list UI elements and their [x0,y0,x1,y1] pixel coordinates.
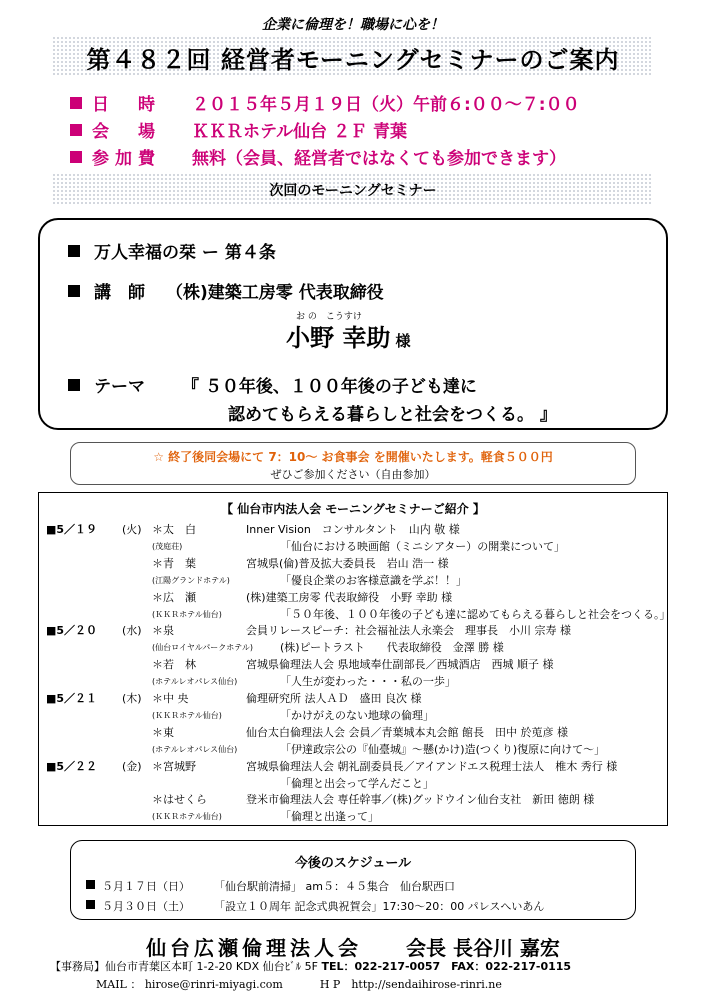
schedule-description: 「人生が変わった・・・私の一歩」 [280,675,456,689]
schedule-row [46,555,661,571]
schedule-venue: (ホテルレオパレス仙台) [152,677,238,687]
footer-hp[interactable]: H P http://sendaihirose-rinri.ne [319,978,502,991]
footer-contact-line [96,976,502,992]
square-bullet-icon [68,285,80,297]
info-label: 日 時 [92,95,161,115]
info-label: 会 場 [92,122,161,142]
future-item-date: ５月３０日（土） [102,900,190,913]
square-bullet-icon [86,880,95,889]
schedule-date: ■5／２２ [46,759,98,773]
schedule-description: 「倫理と出逢って」 [280,810,379,824]
info-label: 参加費 [92,149,161,169]
schedule-row [46,538,661,554]
square-bullet-icon [70,97,82,109]
theme-text-1: 『 ５０年後、１００年後の子ども達に [182,377,477,397]
lecturer-line [68,278,384,303]
schedule-row [46,791,661,807]
schedule-branch: ＊若 林 [152,658,196,672]
footer-office-line [50,958,571,974]
schedule-branch: ＊中 央 [152,692,189,705]
schedule-venue: (茂庭荘) [152,541,183,551]
schedule-weekday: (金) [122,759,142,773]
schedule-description: 登米市倫理法人会 専任幹事／(株)グッドウイン仙台支社 新田 徳朗 様 [246,793,595,807]
schedule-row [46,606,671,622]
schedule-row [46,741,661,757]
footer-org: 仙台広瀬倫理法人会 [146,936,363,960]
schedule-description: 宮城県倫理法人会 朝礼副委員長／アイアンドエス税理士法人 椎木 秀行 様 [246,759,618,773]
future-item [86,898,626,914]
square-bullet-icon [70,151,82,163]
schedule-row [46,808,661,824]
theme-text-2: 認めてもらえる暮らしと社会をつくる。 』 [228,405,557,425]
future-item [86,878,626,894]
schedule-row [46,775,661,791]
future-item-date: ５月１７日（日） [102,880,190,893]
footer-mail[interactable]: MAIL ： hirose@rinri-miyagi.com [96,978,283,991]
schedule-branch: ＊広 瀬 [152,590,196,604]
schedule-weekday: (火) [122,523,142,536]
square-bullet-icon [86,900,95,909]
info-datetime [70,90,580,115]
slogan: 企業に倫理を！職場に心を！ [262,17,444,33]
schedule-row [46,724,661,740]
future-schedule-heading: 今後のスケジュール [294,856,412,871]
footer-org-line [0,932,706,961]
schedule-branch: ＊はせくら [152,793,207,807]
schedule-row [46,656,661,672]
lecturer-org: （株)建築工房零 代表取締役 [166,283,384,303]
next-seminar-heading: 次回のモーニングセミナー [269,183,437,199]
schedule-date: ■5／１９ [46,523,98,536]
schedule-branch: ＊東 [152,725,174,739]
schedule-branch: ＊太 白 [152,523,196,536]
schedule-description: 「５０年後、１００年後の子ども達に認めてもらえる暮らしと社会をつくる。」 [280,607,671,621]
book-title: 万人幸福の栞 ー 第４条 [94,243,276,263]
footer-tel-fax: TEL：022-217-0057 FAX：022-217-0115 [321,960,572,973]
schedule-row [46,673,661,689]
footer-chair-label: 会長 [406,936,446,960]
square-bullet-icon [70,124,82,136]
schedule-description: 「倫理と出会って学んだこと」 [280,776,434,790]
schedule-branch: ＊青 葉 [152,556,196,570]
future-item-text: 「仙台駅前清掃」 am５：４５集合 仙台駅西口 [214,880,455,893]
meal-notice-main: ☆ 終了後同会場にて 7：10～ お食事会 を開催いたします。軽食５００円 [153,450,553,464]
schedule-description: 「優良企業のお客様意識を学ぶ！！」 [280,573,467,587]
schedule-description: (株)建築工房零 代表取締役 小野 幸助 様 [246,590,453,604]
speaker-line [286,318,410,353]
schedule-row [46,707,661,723]
schedule-branch: ＊宮城野 [152,759,196,773]
schedule-description: 会員リレースピーチ：社会福祉法人永楽会 理事長 小川 宗寿 様 [246,624,572,638]
info-venue [70,117,407,142]
square-bullet-icon [68,379,80,391]
speaker-honorific: 様 [395,332,411,350]
schedule-description: 「仙台における映画館（ミニシアター）の開業について」 [280,539,566,553]
theme-label: テーマ [94,377,145,397]
info-value: ２０１５年５月１９日（火）午前６:００～７:００ [192,95,580,115]
schedule-row [46,758,661,774]
schedule-venue: (ＫＫＲホテル仙台) [152,710,222,720]
schedule-description: 倫理研究所 法人ＡＤ 盛田 良次 様 [246,692,422,705]
schedule-description: 宮城県(倫)普及拡大委員長 岩山 浩一 様 [246,556,449,570]
schedule-venue: (ＫＫＲホテル仙台) [152,812,222,822]
schedule-date: ■5／２０ [46,624,98,638]
schedule-description: 「伊達政宗公の『仙臺城』～懸(かけ)造(つくり)復原に向けて～」 [280,742,606,756]
schedule-description: 仙台太白倫理法人会 会員／青葉城本丸会館 館長 田中 於莵彦 様 [246,725,568,739]
meal-notice-sub: ぜひご参加ください（自由参加） [270,468,436,481]
schedule-venue: (ホテルレオパレス仙台) [152,744,238,754]
schedule-date: ■5／２１ [46,692,98,705]
schedule-description: Inner Vision コンサルタント 山内 敬 様 [246,523,460,536]
schedule-row [46,589,661,605]
lecturer-label: 講 師 [94,283,145,303]
schedule-description: 「かけがえのない地球の倫理」 [280,708,434,722]
page-title: 第４８２回 経営者モーニングセミナーのご案内 [86,46,620,74]
schedule-row [46,690,661,706]
schedule-row [46,572,661,588]
sendai-schedule-heading: 【 仙台市内法人会 モーニングセミナーご紹介 】 [221,502,485,516]
schedule-venue: (ＫＫＲホテル仙台) [152,609,222,619]
schedule-weekday: (木) [122,692,142,705]
info-value: 無料（会員、経営者ではなくても参加できます） [192,149,566,169]
info-fee [70,144,566,169]
future-item-text: 「設立１０周年 記念式典祝賀会」17:30～20：00 パレスへいあん [214,900,545,913]
schedule-description: 宮城県倫理法人会 県地域奉仕副部長／西城酒店 西城 順子 様 [246,658,554,672]
schedule-branch: ＊泉 [152,624,174,638]
speaker-name: 小野 幸助 [286,324,391,352]
speaker-ruby: お の こうすけ [296,312,362,322]
schedule-weekday: (水) [122,624,142,638]
footer-office: 【事務局】仙台市青葉区本町 1-2-20 KDX 仙台ﾋﾞﾙ 5F [50,960,318,973]
schedule-row [46,622,661,638]
schedule-row [46,521,661,537]
schedule-venue: (仙台ロイヤルパークホテル) [152,643,253,653]
square-bullet-icon [68,245,80,257]
book-line [68,238,276,263]
footer-chair-name: 長谷川 嘉宏 [452,936,560,960]
schedule-venue: (江陽グランドホテル) [152,575,230,585]
info-value: ＫＫＲホテル仙台 ２Ｆ 青葉 [192,122,407,142]
schedule-row [46,639,661,655]
schedule-description: (株)ピートラスト 代表取締役 金澤 勝 様 [280,641,504,655]
theme-line [68,372,477,397]
